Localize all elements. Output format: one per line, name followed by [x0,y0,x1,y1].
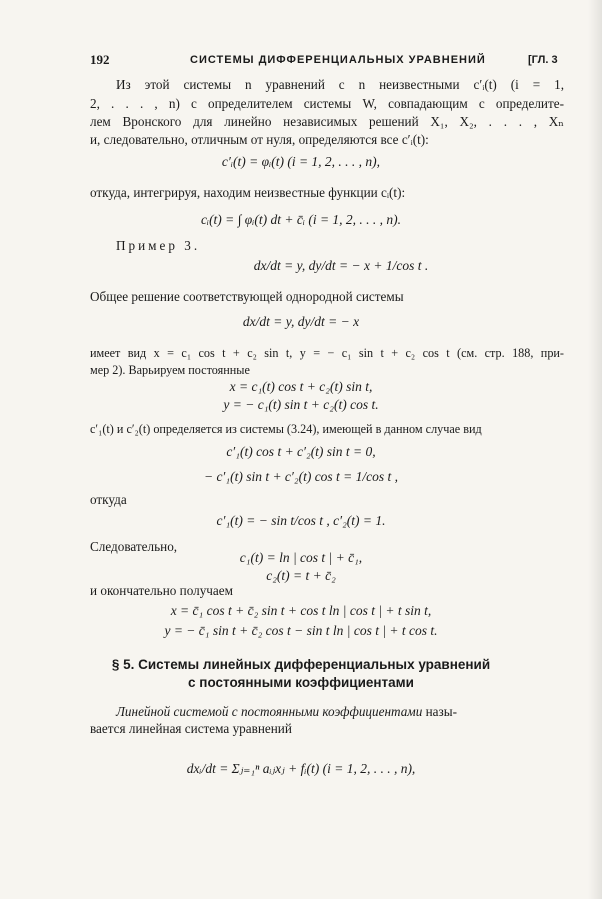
equation: dx/dt = y, dy/dt = − x + 1/cos t . [253,258,429,273]
equation: y = − c₁(t) sin t + c₂(t) cos t. [223,397,379,412]
equation: c₂(t) = t + c̄₂ [266,568,336,583]
paragraph-line: лем Вронского для линейно независимых решений X₁, X₂, . . . , Xₙ [90,114,564,129]
paragraph-line: c′₁(t) и c′₂(t) определяется из системы (3.24), имеющей в данном случае вид [90,422,482,436]
paragraph-line: откуда [90,492,127,507]
paragraph-line: Из этой системы n уравнений с n неизвестными c′ᵢ(t) (i = 1, [116,77,564,92]
definition-text: назы- [422,704,457,719]
paragraph-line: откуда, интегрируя, находим неизвестные функции cᵢ(t): [90,185,406,200]
chapter-label: [ГЛ. 3 [528,54,558,66]
paragraph-line: вается линейная система уравнений [90,721,292,736]
equation: x = c̄₁ cos t + c̄₂ sin t + cos t ln | cos t | + t sin t, [170,603,432,618]
paragraph-line: и, следовательно, отличным от нуля, определяются все c′ᵢ(t): [90,132,429,147]
definition-term: Линейной системой с постоянными коэффициентами [116,704,423,719]
equation: − c′₁(t) sin t + c′₂(t) cos t = 1/cos t , [203,469,399,484]
page-number: 192 [90,52,110,67]
section-heading: § 5. Системы линейных дифференциальных уравнений [111,657,491,672]
equation: c₁(t) = ln | cos t | + c̄₁, [239,550,363,565]
paragraph-line: 2, . . . , n) с определителем системы W, совпадающим с определите- [90,96,564,111]
running-header [0,52,602,70]
equation: cᵢ(t) = ∫ φᵢ(t) dt + c̄ᵢ (i = 1, 2, . . . , n). [200,212,402,227]
equation: dx/dt = y, dy/dt = − x [242,314,360,329]
definition-line [116,703,590,720]
section-heading: с постоянными коэффициентами [188,675,414,690]
running-title: СИСТЕМЫ ДИФФЕРЕНЦИАЛЬНЫХ УРАВНЕНИЙ [190,54,486,66]
equation: y = − c̄₁ sin t + c̄₂ cos t − sin t ln | cos t | + t cos t. [164,623,438,638]
equation: c′ᵢ(t) = φᵢ(t) (i = 1, 2, . . . , n), [221,154,381,169]
paragraph-line: мер 2). Варьируем постоянные [90,363,250,377]
equation: c′₁(t) = − sin t/cos t , c′₂(t) = 1. [216,513,386,528]
equation: dxᵢ/dt = Σⱼ₌₁ⁿ aᵢⱼxⱼ + fᵢ(t) (i = 1, 2, . . . , n), [186,761,416,776]
paragraph-line: Общее решение соответствующей однородной системы [90,289,404,304]
equation: c′₁(t) cos t + c′₂(t) sin t = 0, [226,444,376,459]
paragraph-line: имеет вид x = c₁ cos t + c₂ sin t, y = − c₁ sin t + c₂ cos t (см. стр. 188, при- [90,346,564,360]
example-label: Пример 3. [116,238,201,253]
equation: x = c₁(t) cos t + c₂(t) sin t, [229,379,373,394]
paragraph-line: и окончательно получаем [90,583,233,598]
paragraph-line: Следовательно, [90,539,178,554]
